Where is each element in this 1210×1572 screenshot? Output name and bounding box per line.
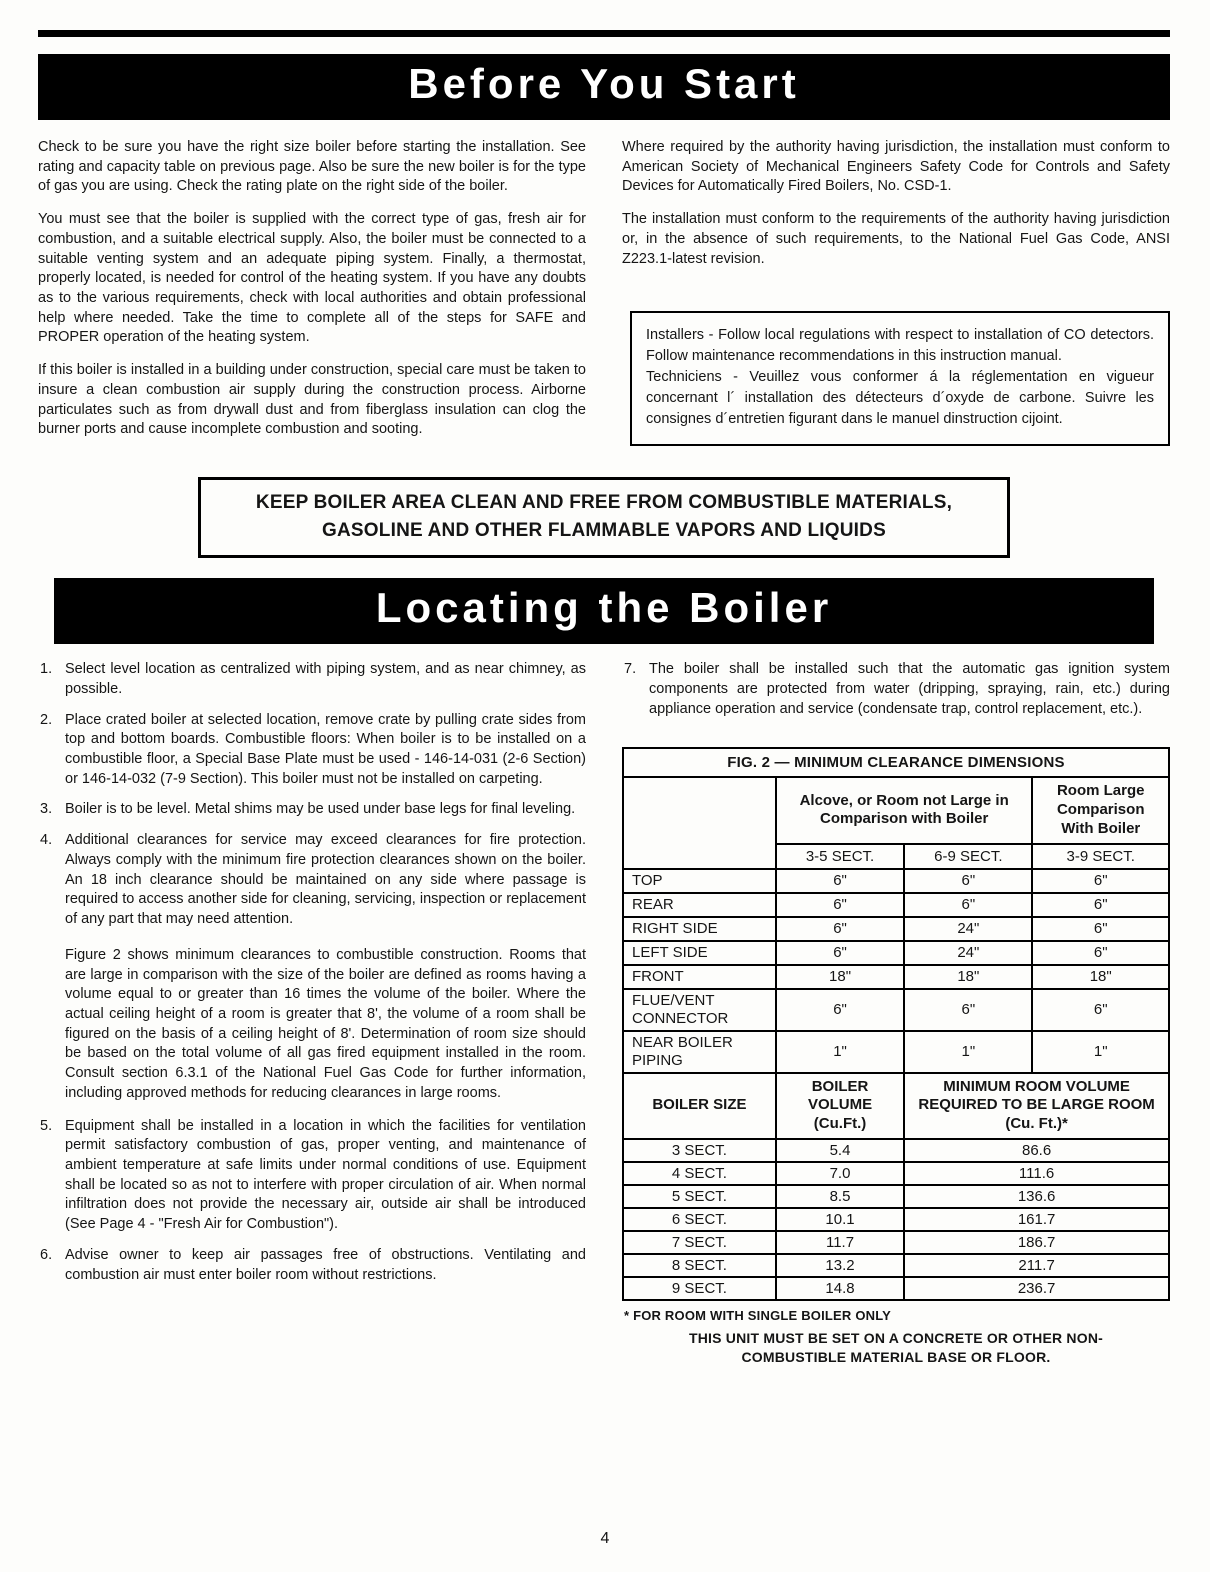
section-title-locating-the-boiler: Locating the Boiler [54, 578, 1154, 644]
table-row [623, 1254, 1169, 1277]
table-row [623, 1277, 1169, 1300]
room-volume: 236.7 [904, 1277, 1169, 1300]
boiler-size: 9 SECT. [623, 1277, 776, 1300]
volume-header-row [623, 1073, 1169, 1139]
clearance-label: FRONT [623, 965, 776, 989]
boiler-volume: 8.5 [776, 1185, 904, 1208]
clearance-value: 6" [776, 941, 904, 965]
locating-columns [38, 660, 1170, 1368]
list-item [38, 800, 586, 820]
concrete-base-note: THIS UNIT MUST BE SET ON A CONCRETE OR OTHER NON-COMBUSTIBLE MATERIAL BASE OR FLOOR. [689, 1329, 1103, 1366]
before-right-column [622, 138, 1170, 453]
table-row [623, 1139, 1169, 1162]
before-you-start-columns [38, 138, 1170, 453]
paragraph: Check to be sure you have the right size boiler before starting the installation. See rating and capacity table on previous page. Also be sure the new boiler is for the type of gas you are using. Check the rating plate on the right side of the boiler. [38, 139, 586, 195]
subheader-3-5: 3-5 SECT. [776, 844, 904, 869]
clearance-value: 6" [904, 893, 1032, 917]
clearance-value: 6" [1032, 893, 1169, 917]
table-row [623, 917, 1169, 941]
clearance-value: 1" [1032, 1031, 1169, 1073]
boiler-size: 4 SECT. [623, 1162, 776, 1185]
clearance-value: 6" [1032, 941, 1169, 965]
section-title-before-you-start: Before You Start [38, 54, 1170, 120]
volume-header-volume: BOILER VOLUME (Cu.Ft.) [776, 1073, 904, 1139]
item-number: 2. [40, 711, 53, 728]
table-row [623, 965, 1169, 989]
before-left-column [38, 138, 586, 453]
co-detector-notice-box [630, 311, 1170, 446]
clearance-value: 6" [1032, 989, 1169, 1031]
clearance-value: 6" [776, 893, 904, 917]
single-boiler-footnote: * FOR ROOM WITH SINGLE BOILER ONLY [624, 1307, 892, 1323]
group-header-room: Room Large Comparison With Boiler [1032, 777, 1169, 843]
boiler-volume: 14.8 [776, 1277, 904, 1300]
item-number: 7. [624, 661, 637, 678]
figure2-explanation: Figure 2 shows minimum clearances to combustible construction. Rooms that are large in comparison with the size of the boiler are defined as rooms having a volume equal to or greater than 16 times the volume of the boiler. Where the actual ceiling height of a room is greater that 8', the volume of a room shall be figured on the basis of a ceiling height of 8'. Determination of room size should be based on the total volume of all gas fired equipment installed in the room. Consult section 6.3.1 of the National Fuel Gas Code for further information, including approved methods for reducing clearances in large rooms. [65, 946, 586, 1101]
paragraph: The installation must conform to the requirements of the authority having jurisdiction or, in the absence of such requirements, to the National Fuel Gas Code, ANSI Z223.1-latest revision. [622, 211, 1170, 267]
item-number: 4. [40, 832, 53, 849]
item-text: Boiler is to be level. Metal shims may be used under base legs for final leveling. [65, 801, 576, 818]
table-row [623, 1208, 1169, 1231]
item-number: 3. [40, 801, 53, 818]
item-text: Advise owner to keep air passages free of obstructions. Ventilating and combustion air must enter boiler room without restrictions. [65, 1246, 586, 1283]
clearance-value: 6" [904, 869, 1032, 893]
list-item [38, 660, 586, 699]
clearance-value: 1" [776, 1031, 904, 1073]
subheader-3-9: 3-9 SECT. [1032, 844, 1169, 869]
item-text: Place crated boiler at selected location, remove crate by pulling crate sides from top and bottom boards. Combustible floors: When boiler is to be installed on a combustible floor, a Special Base Plate must be used - 146-14-031 (2-6 Section) or 146-14-032 (7-9 Section). This boiler must not be installed on carpeting. [65, 711, 586, 787]
room-volume: 86.6 [904, 1139, 1169, 1162]
locating-right-column [622, 660, 1170, 1368]
boiler-volume: 7.0 [776, 1162, 904, 1185]
table-title: FIG. 2 — MINIMUM CLEARANCE DIMENSIONS [623, 748, 1169, 777]
clearance-value: 18" [904, 965, 1032, 989]
boiler-size: 3 SECT. [623, 1139, 776, 1162]
locating-left-column [38, 660, 586, 1368]
boiler-size: 7 SECT. [623, 1231, 776, 1254]
room-volume: 161.7 [904, 1208, 1169, 1231]
item-text: Additional clearances for service may exceed clearances for fire protection. Always comply with the minimum fire protection clearances shown on the boiler. An 18 inch clearance should be maintained on any side where passage is required to access another side for cleaning, servicing, inspection or replacement of any part that may need attention. [65, 832, 586, 928]
clearance-label: RIGHT SIDE [623, 917, 776, 941]
table-row [623, 1231, 1169, 1254]
notice-techniciens-text: Techniciens - Veuillez vous conformer á la réglementation en vigueur concernant l´ installation des détecteurs d´oxyde de carbone. Suivre les consignes d´entretien figurant dans le manuel dinstruction cijoint. [646, 369, 1154, 428]
notice-installers-text: Installers - Follow local regulations with respect to installation of CO detectors. Follow maintenance recommendations in this instruction manual. [646, 327, 1154, 365]
boiler-volume: 13.2 [776, 1254, 904, 1277]
paragraph: You must see that the boiler is supplied with the correct type of gas, fresh air for combustion, and a suitable electrical supply. Also, the boiler must be connected to a suitable venting system and an adequate piping system. Finally, a thermostat, properly located, is needed for control of the heating system. If you have any doubts as to the various requirements, check with local authorities and obtain professional help where needed. Take the time to complete all of the steps for SAFE and PROPER operation of the heating system. [38, 211, 586, 346]
clearance-value: 18" [1032, 965, 1169, 989]
clearance-value: 6" [776, 917, 904, 941]
boiler-volume: 10.1 [776, 1208, 904, 1231]
group-header-alcove: Alcove, or Room not Large in Comparison with Boiler [776, 777, 1033, 843]
clearance-value: 18" [776, 965, 904, 989]
table-row [623, 1185, 1169, 1208]
item-text: Select level location as centralized with piping system, and as near chimney, as possible. [65, 661, 586, 697]
table-group-header-row [623, 777, 1169, 843]
fig2-clearance-table [622, 747, 1170, 1301]
clearance-label: LEFT SIDE [623, 941, 776, 965]
clearance-value: 24" [904, 941, 1032, 965]
table-notes [622, 1308, 1170, 1368]
item-text: Equipment shall be installed in a location in which the facilities for ventilation permit satisfactory combustion of gas, proper venting, and maintenance of ambient temperature at safe limits under normal conditions of use. Equipment shall be located so as not to interfere with proper circulation of air. When normal infiltration does not provide the necessary air, outside air shall be introduced (See Page 4 - "Fresh Air for Combustion"). [65, 1117, 586, 1233]
clearance-value: 6" [904, 989, 1032, 1031]
table-row [623, 941, 1169, 965]
clearance-label: REAR [623, 893, 776, 917]
clearance-value: 1" [904, 1031, 1032, 1073]
top-rule [38, 30, 1170, 37]
boiler-volume: 11.7 [776, 1231, 904, 1254]
page-number: 4 [600, 1530, 610, 1547]
room-volume: 111.6 [904, 1162, 1169, 1185]
empty-header-cell [623, 777, 776, 868]
list-item [38, 1117, 586, 1235]
room-volume: 211.7 [904, 1254, 1169, 1277]
table-title-row [623, 748, 1169, 777]
item-number: 5. [40, 1117, 53, 1134]
item-number: 6. [40, 1246, 53, 1263]
boiler-volume: 5.4 [776, 1139, 904, 1162]
table-row [623, 1031, 1169, 1073]
table-row [623, 989, 1169, 1031]
subheader-6-9: 6-9 SECT. [904, 844, 1032, 869]
list-item [38, 831, 586, 930]
item-text: The boiler shall be installed such that the automatic gas ignition system components are protected from water (dripping, spraying, rain, etc.) during appliance operation and service (condensate trap, control replacement, etc.). [649, 661, 1170, 717]
table-row [623, 869, 1169, 893]
clearance-label: TOP [623, 869, 776, 893]
boiler-size: 8 SECT. [623, 1254, 776, 1277]
clearance-label: NEAR BOILER PIPING [623, 1031, 776, 1073]
list-item [38, 711, 586, 790]
paragraph: Where required by the authority having jurisdiction, the installation must conform to American Society of Mechanical Engineers Safety Code for Controls and Safety Devices for Automatically Fired Boilers, No. CSD-1. [622, 139, 1170, 195]
boiler-size: 6 SECT. [623, 1208, 776, 1231]
volume-header-size: BOILER SIZE [623, 1073, 776, 1139]
clearance-value: 6" [1032, 917, 1169, 941]
list-item [38, 1246, 586, 1285]
paragraph: If this boiler is installed in a building under construction, special care must be taken to insure a clean combustion air supply during the construction process. Airborne particulates such as from drywall dust and from fiberglass insulation can clog the burner ports and cause incomplete combustion and sooting. [38, 362, 586, 438]
keep-clean-warning-box: KEEP BOILER AREA CLEAN AND FREE FROM COMBUSTIBLE MATERIALS, GASOLINE AND OTHER FLAMMABLE VAPORS AND LIQUIDS [198, 477, 1010, 558]
volume-header-room: MINIMUM ROOM VOLUME REQUIRED TO BE LARGE ROOM (Cu. Ft.)* [904, 1073, 1169, 1139]
clearance-label: FLUE/VENT CONNECTOR [623, 989, 776, 1031]
room-volume: 186.7 [904, 1231, 1169, 1254]
boiler-size: 5 SECT. [623, 1185, 776, 1208]
clearance-value: 6" [1032, 869, 1169, 893]
list-item [622, 660, 1170, 719]
clearance-value: 24" [904, 917, 1032, 941]
table-row [623, 1162, 1169, 1185]
item-number: 1. [40, 661, 53, 678]
clearance-value: 6" [776, 869, 904, 893]
clearance-value: 6" [776, 989, 904, 1031]
room-volume: 136.6 [904, 1185, 1169, 1208]
table-row [623, 893, 1169, 917]
